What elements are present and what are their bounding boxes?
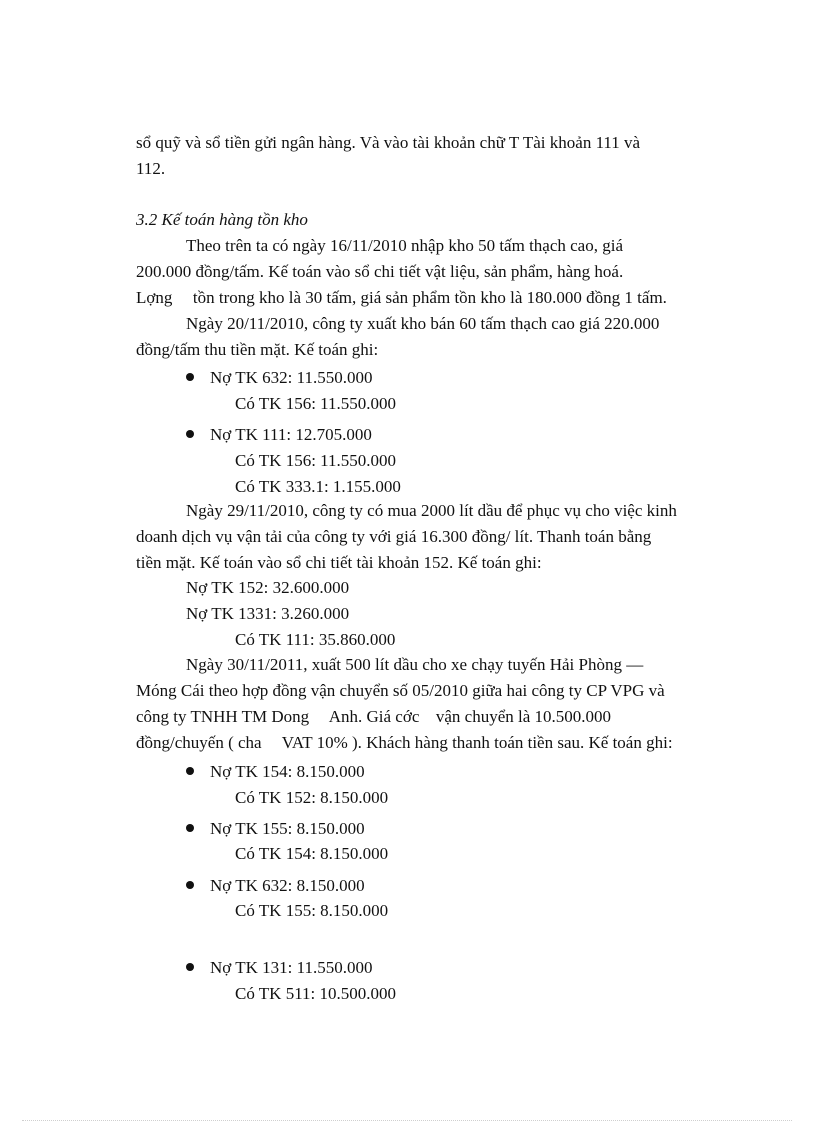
p1-line-3 — [136, 287, 667, 309]
p2-line-2: đồng/tấm thu tiền mặt. Kế toán ghi: — [136, 340, 379, 359]
bullet-icon — [186, 824, 194, 832]
entry-1-debit: Nợ TK 632: 11.550.000 — [210, 368, 373, 387]
entry-7-credit: Có TK 511: 10.500.000 — [235, 984, 397, 1003]
intro-line-1: sổ quỹ và sổ tiền gửi ngân hàng. Và vào tài khoản chữ T Tài khoản 111 và — [136, 133, 641, 152]
entry-2-credit-1: Có TK 156: 11.550.000 — [235, 451, 397, 470]
p4-line-3 — [136, 706, 611, 728]
entry-4-debit: Nợ TK 154: 8.150.000 — [210, 762, 365, 781]
p4-line-3-part-1: công ty TNHH TM — [136, 707, 268, 726]
p1-line-1: Theo trên ta có ngày 16/11/2010 nhập kho 50 tấm thạch cao, giá — [186, 236, 623, 255]
entry-3-debit-1: Nợ TK 152: 32.600.000 — [186, 578, 350, 597]
entry-2-debit: Nợ TK 111: 12.705.000 — [210, 425, 372, 444]
p4-line-1: Ngày 30/11/2011, xuất 500 lít dầu cho xe chạy tuyến Hải Phòng — — [186, 655, 644, 674]
p4-word-dong: Dong — [271, 707, 310, 726]
p3-line-2: doanh dịch vụ vận tải của công ty với giá 16.300 đồng/ lít. Thanh toán bằng — [136, 527, 652, 546]
entry-1-credit: Có TK 156: 11.550.000 — [235, 394, 397, 413]
entry-5-debit: Nợ TK 155: 8.150.000 — [210, 819, 365, 838]
entry-5-credit: Có TK 154: 8.150.000 — [235, 844, 389, 863]
p4-line-4 — [136, 732, 673, 754]
p4-line-4-part-1: đồng/chuyến ( cha — [136, 733, 262, 752]
bullet-icon — [186, 881, 194, 889]
entry-7-debit: Nợ TK 131: 11.550.000 — [210, 958, 373, 977]
bullet-icon — [186, 767, 194, 775]
entry-6-debit: Nợ TK 632: 8.150.000 — [210, 876, 365, 895]
p2-line-1: Ngày 20/11/2010, công ty xuất kho bán 60 tấm thạch cao giá 220.000 — [186, 314, 660, 333]
intro-line-2: 112. — [136, 159, 166, 178]
bullet-icon — [186, 373, 194, 381]
p1-line-3-rest: tồn trong kho là 30 tấm, giá sản phẩm tồn kho là 180.000 đồng 1 tấm. — [192, 288, 667, 307]
entry-6-credit: Có TK 155: 8.150.000 — [235, 901, 389, 920]
p4-line-2: Móng Cái theo hợp đồng vận chuyển số 05/2010 giữa hai công ty CP VPG và — [136, 681, 665, 700]
section-title: 3.2 Kế toán hàng tồn kho — [136, 210, 308, 229]
p1-word-lgng: Lợng — [136, 288, 173, 307]
bullet-icon — [186, 430, 194, 438]
p4-line-3-part-3: vận chuyển là 10.500.000 — [435, 707, 612, 726]
p3-line-3: tiền mặt. Kế toán vào sổ chi tiết tài khoản 152. Kế toán ghi: — [136, 553, 542, 572]
p4-line-3-part-2: Anh. Giá — [328, 707, 392, 726]
bullet-icon — [186, 963, 194, 971]
p3-line-1: Ngày 29/11/2010, công ty có mua 2000 lít dầu để phục vụ cho việc kinh — [186, 501, 677, 520]
entry-3-debit-2: Nợ TK 1331: 3.260.000 — [186, 604, 350, 623]
p4-word-cuoc: cớc — [395, 707, 420, 726]
p1-line-2: 200.000 đồng/tấm. Kế toán vào sổ chi tiết vật liệu, sản phẩm, hàng hoá. — [136, 262, 624, 281]
entry-4-credit: Có TK 152: 8.150.000 — [235, 788, 389, 807]
entry-2-credit-2: Có TK 333.1: 1.155.000 — [235, 477, 401, 496]
p4-line-4-part-2: VAT 10% ). Khách hàng thanh toán tiền sau. Kế toán ghi: — [281, 733, 673, 752]
page-bottom-border — [22, 1120, 792, 1121]
entry-3-credit: Có TK 111: 35.860.000 — [235, 630, 396, 649]
